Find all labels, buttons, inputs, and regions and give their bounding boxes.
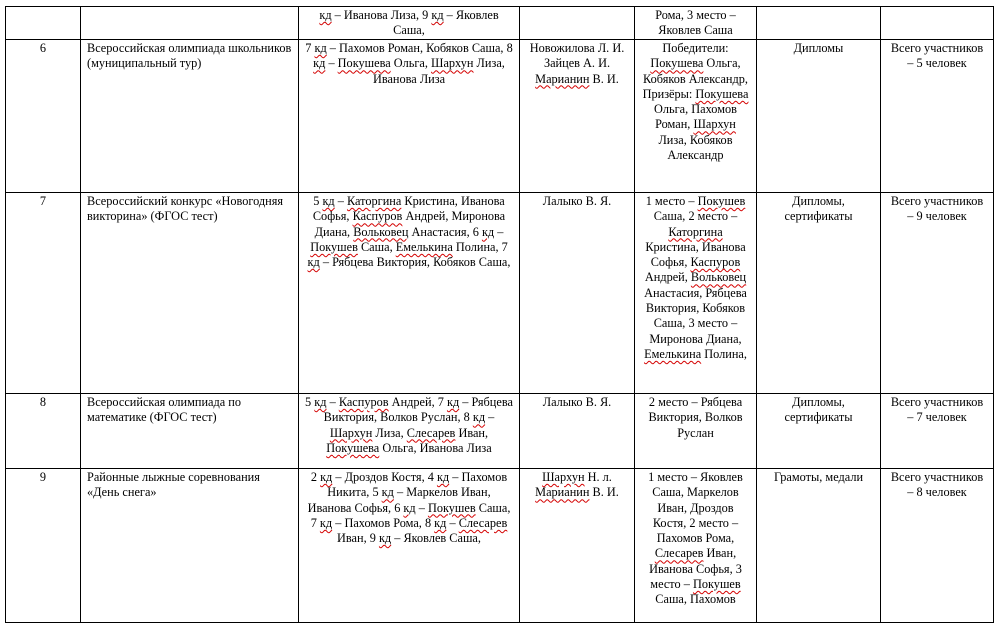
event-name: Всероссийская олимпиада по математике (ФГОС тест): [81, 394, 299, 469]
results-cell: 2 место – Рябцева Виктория, Волков Руслан: [635, 394, 757, 469]
event-name: Всероссийская олимпиада школьников (муниципальный тур): [81, 40, 299, 193]
event-name: [81, 7, 299, 40]
row-number: 6: [6, 40, 81, 193]
total-cell: Всего участников – 5 человек: [881, 40, 994, 193]
table-row: [6, 40, 994, 193]
participants-cell: 2 кд – Дроздов Костя, 4 кд – Пахомов Никита, 5 кд – Маркелов Иван, Иванова Софья, 6 кд – Покушев Саша, 7 кд – Пахомов Рома, 8 кд – Слесарев Иван, 9 кд – Яковлев Саша,: [299, 469, 520, 623]
table-row: [6, 193, 994, 394]
total-cell: Всего участников – 8 человек: [881, 469, 994, 623]
table-row: [6, 469, 994, 623]
award-cell: [757, 7, 881, 40]
award-cell: Дипломы: [757, 40, 881, 193]
award-cell: Грамоты, медали: [757, 469, 881, 623]
results-cell: 1 место – Яковлев Саша, Маркелов Иван, Дроздов Костя, 2 место – Пахомов Рома, Слесарев Иван, Иванова Софья, 3 место – Покушев Саша, Пахомов: [635, 469, 757, 623]
results-cell: Рома, 3 место – Яковлев Саша: [635, 7, 757, 40]
participants-cell: 5 кд – Каспуров Андрей, 7 кд – Рябцева Виктория, Волков Руслан, 8 кд – Шархун Лиза, Слесарев Иван, Покушева Ольга, Иванова Лиза: [299, 394, 520, 469]
row-number: 7: [6, 193, 81, 394]
event-name: Районные лыжные соревнования «День снега»: [81, 469, 299, 623]
total-cell: Всего участников – 9 человек: [881, 193, 994, 394]
leaders-cell: Шархун Н. л. Марианин В. И.: [520, 469, 635, 623]
event-name: Всероссийский конкурс «Новогодняя викторина» (ФГОС тест): [81, 193, 299, 394]
table-row: [6, 7, 994, 40]
participants-cell: 7 кд – Пахомов Роман, Кобяков Саша, 8 кд – Покушева Ольга, Шархун Лиза, Иванова Лиза: [299, 40, 520, 193]
table-row: [6, 394, 994, 469]
results-cell: 1 место – Покушев Саша, 2 место – Каторгина Кристина, Иванова Софья, Каспуров Андрей, Вольковец Анастасия, Рябцева Виктория, Кобяков Саша, 3 место – Миронова Диана, Емелькина Полина,: [635, 193, 757, 394]
total-cell: [881, 7, 994, 40]
leaders-cell: Лалыко В. Я.: [520, 394, 635, 469]
total-cell: Всего участников – 7 человек: [881, 394, 994, 469]
participants-cell: 5 кд – Каторгина Кристина, Иванова Софья, Каспуров Андрей, Миронова Диана, Вольковец Анастасия, 6 кд – Покушев Саша, Емелькина Полина, 7 кд – Рябцева Виктория, Кобяков Саша,: [299, 193, 520, 394]
leaders-cell: Лалыко В. Я.: [520, 193, 635, 394]
results-cell: Победители: Покушева Ольга, Кобяков Александр, Призёры: Покушева Ольга, Пахомов Роман, Шархун Лиза, Кобяков Александр: [635, 40, 757, 193]
award-cell: Дипломы, сертификаты: [757, 193, 881, 394]
row-number: 8: [6, 394, 81, 469]
results-table: [5, 6, 994, 623]
participants-cell: кд – Иванова Лиза, 9 кд – Яковлев Саша,: [299, 7, 520, 40]
leaders-cell: [520, 7, 635, 40]
row-number: [6, 7, 81, 40]
row-number: 9: [6, 469, 81, 623]
award-cell: Дипломы, сертификаты: [757, 394, 881, 469]
leaders-cell: Новожилова Л. И. Зайцев А. И. Марианин В. И.: [520, 40, 635, 193]
